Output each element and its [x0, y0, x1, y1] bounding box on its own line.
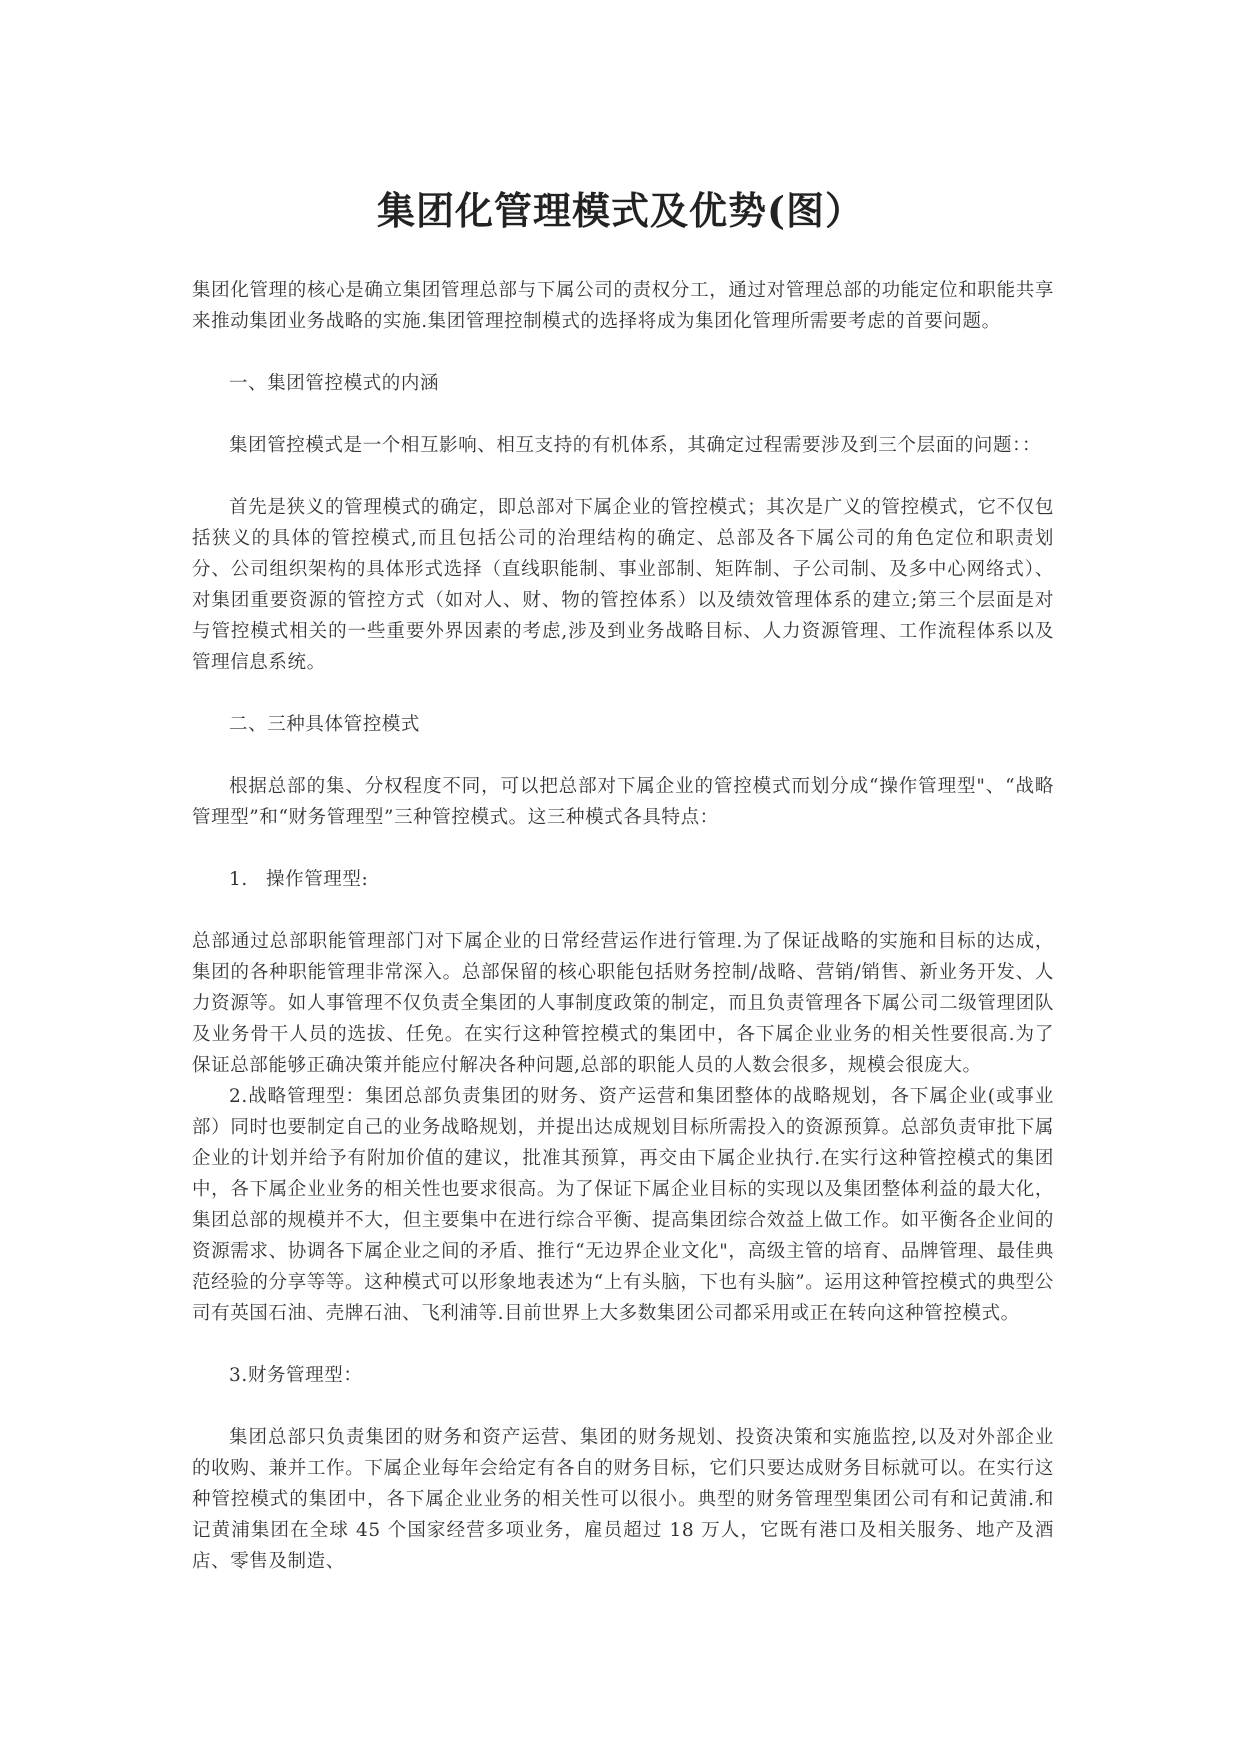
item-1-heading	[192, 864, 1054, 895]
item-3-body: 集团总部只负责集团的财务和资产运营、集团的财务规划、投资决策和实施监控,以及对外部企业的收购、兼并工作。下属企业每年会给定有各自的财务目标，它们只要达成财务目标就可以。在实行这种管控模式的集团中，各下属企业业务的相关性可以很小。典型的财务管理型集团公司有和记黄浦.和记黄浦集团在全球 45 个国家经营多项业务，雇员超过 18 万人，它既有港口及相关服务、地产及酒店、零售及制造、	[192, 1427, 1054, 1572]
section-1-paragraph-2: 首先是狭义的管理模式的确定，即总部对下属企业的管控模式；其次是广义的管控模式，它不仅包括狭义的具体的管控模式,而且包括公司的治理结构的确定、总部及各下属公司的角色定位和职责划分、公司组织架构的具体形式选择（直线职能制、事业部制、矩阵制、子公司制、及多中心网络式）、对集团重要资源的管控方式（如对人、财、物的管控体系）以及绩效管理体系的建立;第三个层面是对与管控模式相关的一些重要外界因素的考虑,涉及到业务战略目标、人力资源管理、工作流程体系以及管理信息系统。	[192, 497, 1054, 673]
item-1-body: 总部通过总部职能管理部门对下属企业的日常经营运作进行管理.为了保证战略的实施和目标的达成，集团的各种职能管理非常深入。总部保留的核心职能包括财务控制/战略、营销/销售、新业务开发、人力资源等。如人事管理不仅负责全集团的人事制度政策的制定，而且负责管理各下属公司二级管理团队及业务骨干人员的选拔、任免。在实行这种管控模式的集团中，各下属企业业务的相关性要很高.为了保证总部能够正确决策并能应付解决各种问题,总部的职能人员的人数会很多，规模会很庞大。	[192, 931, 1054, 1076]
section-2-heading: 二、三种具体管控模式	[229, 714, 421, 735]
item-3-heading: 3.财务管理型：	[229, 1365, 363, 1386]
item-2-body: 2.战略管理型：集团总部负责集团的财务、资产运营和集团整体的战略规划，各下属企业(或事业部）同时也要制定自己的业务战略规划，并提出达成规划目标所需投入的资源预算。总部负责审批下属企业的计划并给予有附加价值的建议，批准其预算，再交由下属企业执行.在实行这种管控模式的集团中，各下属企业业务的相关性也要求很高。为了保证下属企业目标的实现以及集团整体利益的最大化，集团总部的规模并不大，但主要集中在进行综合平衡、提高集团综合效益上做工作。如平衡各企业间的资源需求、协调各下属企业之间的矛盾、推行“无边界企业文化"，高级主管的培育、品牌管理、最佳典范经验的分享等等。这种模式可以形象地表述为“上有头脑，下也有头脑”。运用这种管控模式的典型公司有英国石油、壳牌石油、飞利浦等.目前世界上大多数集团公司都采用或正在转向这种管控模式。	[192, 1086, 1054, 1324]
section-1-paragraph-1: 集团管控模式是一个相互影响、相互支持的有机体系，其确定过程需要涉及到三个层面的问题：：	[229, 435, 1042, 456]
section-2-paragraph-1: 根据总部的集、分权程度不同，可以把总部对下属企业的管控模式而划分成“操作管理型"、“战略管理型”和“财务管理型”三种管控模式。这三种模式各具特点：	[192, 776, 1054, 828]
section-1-heading: 一、集团管控模式的内涵	[229, 373, 440, 394]
document-body	[192, 275, 1054, 1577]
document-title: 集团化管理模式及优势(图）	[377, 188, 864, 233]
intro-paragraph: 集团化管理的核心是确立集团管理总部与下属公司的责权分工，通过对管理总部的功能定位和职能共享来推动集团业务战略的实施.集团管理控制模式的选择将成为集团化管理所需要考虑的首要问题。	[192, 280, 1054, 332]
item-1-label: 操作管理型:	[266, 869, 369, 890]
item-1-number: 1.	[229, 869, 248, 890]
